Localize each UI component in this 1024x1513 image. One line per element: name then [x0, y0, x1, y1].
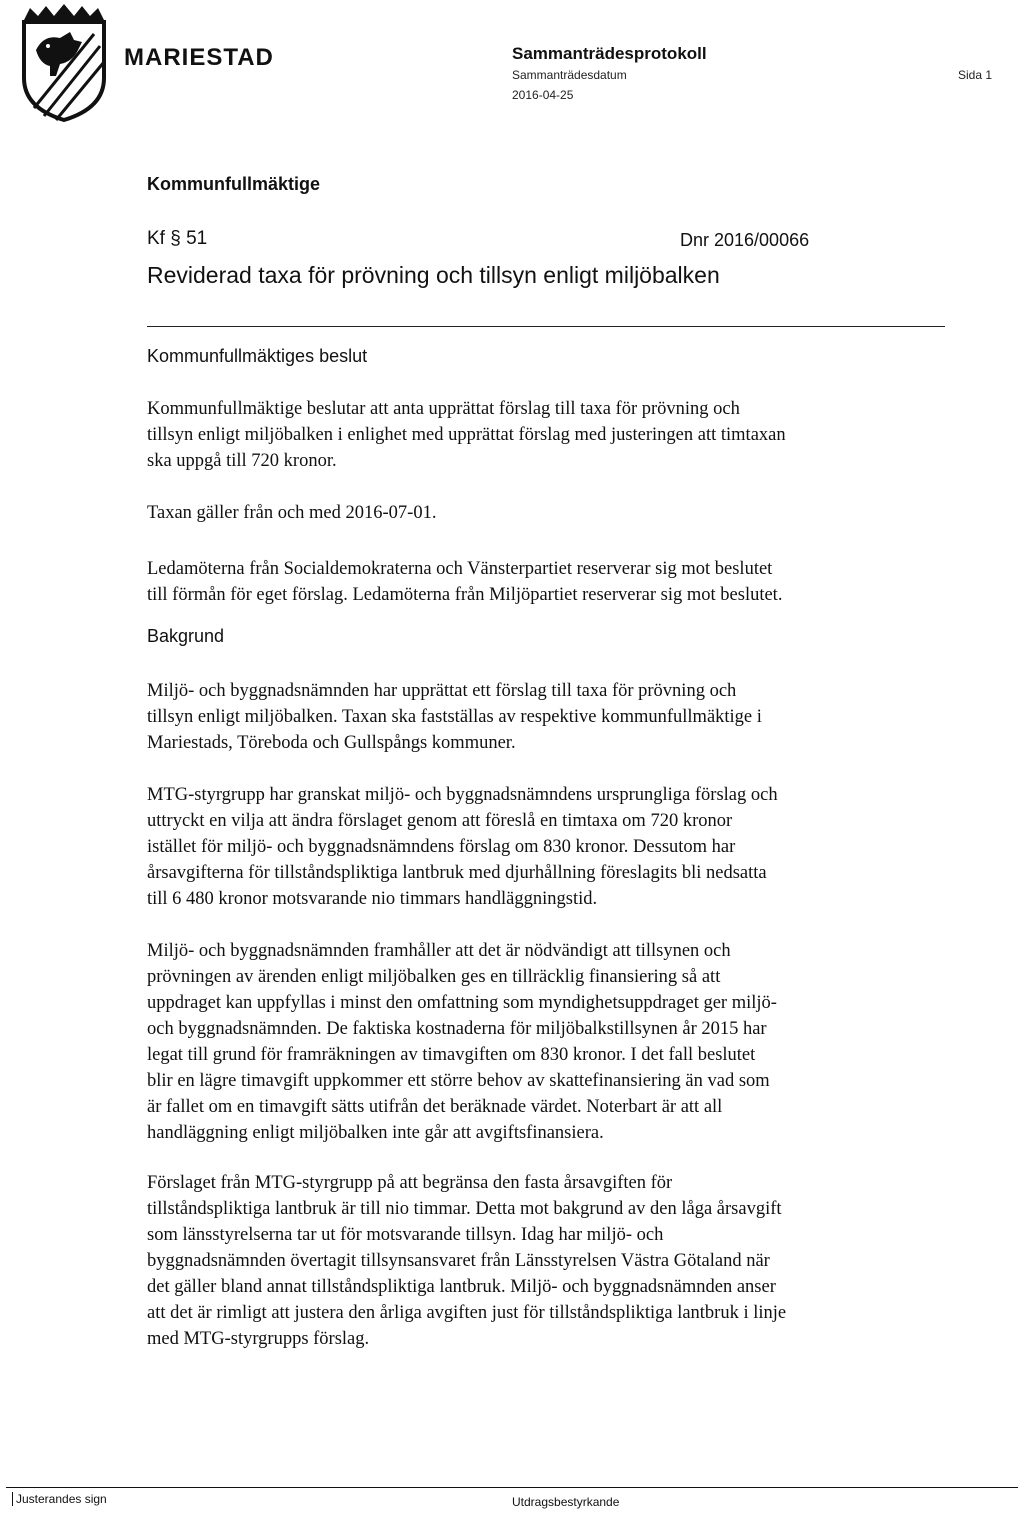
text-line: ska uppgå till 720 kronor.	[147, 451, 337, 471]
text-line: årsavgifterna för tillståndspliktiga lantbruk med djurhållning föreslagits bli nedsatta	[147, 863, 767, 883]
text-line: tillståndspliktiga lantbruk är till nio timmar. Detta mot bakgrund av den låga årsavgift	[147, 1199, 782, 1219]
background-paragraph-2	[147, 782, 937, 912]
text-line: är fallet om en timavgift sätts utifrån det beräknade värdet. Noterbart är att all	[147, 1097, 723, 1117]
text-line: byggnadsnämnden övertagit tillsynsansvaret från Länsstyrelsen Västra Götaland när	[147, 1251, 770, 1271]
background-paragraph-1	[147, 678, 937, 756]
text-line: att det är rimligt att justera den årliga avgiften just för tillståndspliktiga lantbruk i linje	[147, 1303, 787, 1323]
text-line: legat till grund för framräkningen av timavgiften om 830 kronor. I det fall beslutet	[147, 1045, 756, 1065]
document-type: Sammanträdesprotokoll	[512, 44, 707, 63]
text-line: det gäller bland annat tillståndspliktiga lantbruk. Miljö- och byggnadsnämnden anser	[147, 1277, 776, 1297]
text-line: Taxan gäller från och med 2016-07-01.	[147, 503, 437, 523]
text-line: till 6 480 kronor motsvarande nio timmars handläggningstid.	[147, 889, 598, 909]
text-line: Miljö- och byggnadsnämnden har upprättat ett förslag till taxa för prövning och	[147, 681, 737, 701]
text-line: handläggning enligt miljöbalken inte går att avgiftsfinansiera.	[147, 1123, 604, 1143]
background-paragraph-4	[147, 1170, 937, 1352]
text-line: Ledamöterna från Socialdemokraterna och Vänsterpartiet reserverar sig mot beslutet	[147, 559, 773, 579]
decision-paragraph-3	[147, 556, 937, 608]
case-number: Dnr 2016/00066	[680, 230, 810, 250]
text-line: Förslaget från MTG-styrgrupp på att begränsa den fasta årsavgiften för	[147, 1173, 673, 1193]
decision-heading: Kommunfullmäktiges beslut	[147, 346, 368, 366]
meeting-date-label: Sammanträdesdatum	[512, 68, 627, 82]
text-line: istället för miljö- och byggnadsnämndens förslag om 830 kronor. Dessutom har	[147, 837, 736, 857]
text-line: med MTG-styrgrupps förslag.	[147, 1329, 370, 1349]
paragraph-number: Kf § 51	[147, 228, 208, 249]
text-line: blir en lägre timavgift uppkommer ett större behov av skattefinansiering än vad som	[147, 1071, 770, 1091]
text-line: som länsstyrelserna tar ut för motsvarande tillsyn. Idag har miljö- och	[147, 1225, 664, 1245]
decision-body: Kommunfullmäktige	[147, 174, 321, 194]
mariestad-coat-of-arms-icon	[16, 4, 112, 122]
background-heading: Bakgrund	[147, 626, 225, 646]
signature-field-utdragsbestyrkande: Utdragsbestyrkande	[512, 1495, 620, 1509]
text-line: till förmån för eget förslag. Ledamöterna från Miljöpartiet reserverar sig mot beslutet.	[147, 585, 783, 605]
text-line: tillsyn enligt miljöbalken i enlighet med upprättat förslag med justeringen att timtaxan	[147, 425, 786, 445]
title-divider	[147, 326, 945, 327]
decision-paragraph-1	[147, 396, 937, 474]
decision-paragraph-2	[147, 500, 937, 526]
text-line: MTG-styrgrupp har granskat miljö- och byggnadsnämndens ursprungliga förslag och	[147, 785, 778, 805]
text-line: uttryckt en vilja att ändra förslaget genom att föreslå en timtaxa om 720 kronor	[147, 811, 733, 831]
footer-divider	[6, 1487, 1018, 1488]
text-line: Kommunfullmäktige beslutar att anta upprättat förslag till taxa för prövning och	[147, 399, 740, 419]
text-line: tillsyn enligt miljöbalken. Taxan ska fastställas av respektive kommunfullmäktige i	[147, 707, 762, 727]
page-title: Reviderad taxa för prövning och tillsyn enligt miljöbalken	[147, 262, 720, 288]
org-name: MARIESTAD	[124, 44, 274, 71]
text-line: uppdraget kan uppfyllas i minst den omfattning som myndighetsuppdraget ger miljö-	[147, 993, 777, 1013]
text-line: Mariestads, Töreboda och Gullspångs kommuner.	[147, 733, 516, 753]
page-number: Sida 1	[958, 68, 993, 82]
text-line: Miljö- och byggnadsnämnden framhåller att det är nödvändigt att tillsynen och	[147, 941, 731, 961]
text-line: prövningen av ärenden enligt miljöbalken ges en tillräcklig finansiering så att	[147, 967, 721, 987]
signature-field-justerandes: Justerandes sign	[12, 1492, 107, 1506]
text-line: och byggnadsnämnden. De faktiska kostnaderna för miljöbalkstillsynen år 2015 har	[147, 1019, 767, 1039]
background-paragraph-3	[147, 938, 937, 1146]
meeting-date: 2016-04-25	[512, 88, 574, 102]
